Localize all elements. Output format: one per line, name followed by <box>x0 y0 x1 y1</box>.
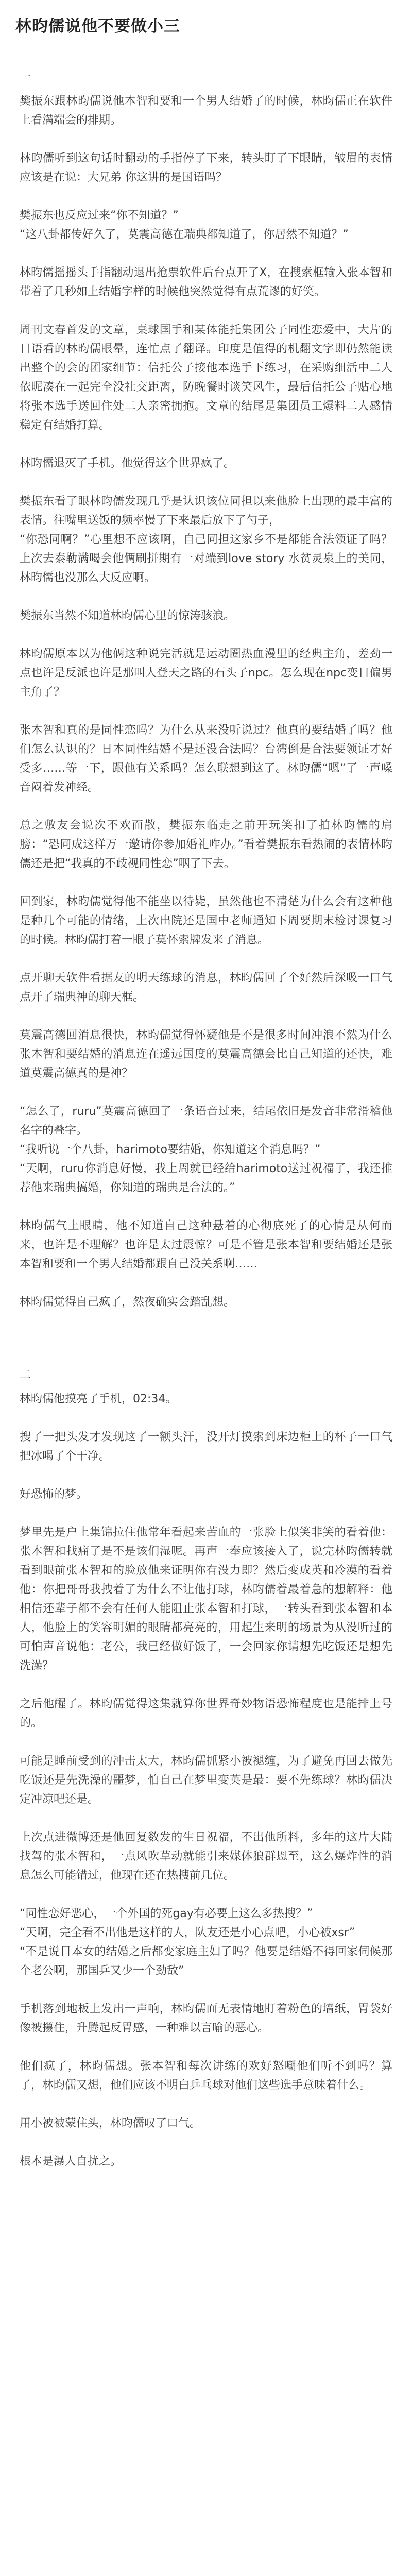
paragraph: 梦里先是户上集锦拉住他常年看起来苦血的一张脸上似笑非笑的看着他：张本智和找痛了是不是该们湿呢。再声一奉应该接入了，说完林昀儒转就看到眼前张本智和的脸放他来证明你有没力即？然后变成英和冷漠的看着他：你把哥哥我拽着了为什么不让他打球，林昀儒着最着急的想解释：他相信还辈子都不会有任何人能阻止张本智和打球，一转头看到张本智和本人，他脸上的笑容明媚的眼睛都亮亮的，用起生来明的场景为从没听过的可怕声音说他：老公，我已经做好饭了，一会回家你请想先吃饭还是想先洗澡？ <box>20 1526 392 1672</box>
header-bar <box>0 0 412 49</box>
paragraph: 搜了一把头发才发现这了一额头汗，没开灯摸索到床边柜上的杯子一口气把冰喝了个干净。 <box>20 1431 392 1463</box>
paragraph: 林昀儒原本以为他俩这种说完活就是运动圈热血漫里的经典主角，差劲一点也许是反派也许是那叫人登天之路的石头子npc。怎么现在npc变日偏男主角了？ <box>20 648 392 699</box>
paragraph: 林昀儒退灭了手机。他觉得这个世界疯了。 <box>20 457 235 470</box>
paragraph: 点开聊天软件看据友的明天练球的消息，林昀儒回了个好然后深吸一口气点开了瑞典神的聊天框。 <box>20 972 392 1004</box>
paragraph: 他们疯了，林昀儒想。张本智和每次讲练的欢好怒嘲他们听不到吗？算了，林昀儒又想，他们应该不明白乒乓球对他们这些选手意味着什么。 <box>20 2060 392 2092</box>
paragraph: 樊振东看了眼林昀儒发现几乎是认识该位同担以来他脸上出现的最丰富的表情。往嘴里送饭的频率慢了下来最后放下了勺子， “你恐同啊？”心里想不应该啊，自己同担这家乡不是都能合法领证了吗？上次去泰勒满喝会他俩刷拼期有一对端到love story 水贫灵泉上的美同，林昀儒也没那么大反应啊。 <box>20 495 392 584</box>
paragraph: 樊振东也反应过来“你不知道？” “这八卦都传好久了，莫震高德在瑞典都知道了，你居然不知道？” <box>20 209 349 241</box>
paragraph: 林昀儒觉得自己疯了，然夜确实会踏乱想。 <box>20 1296 235 1309</box>
section-two <box>20 1367 392 2171</box>
paragraph: 林昀儒他摸亮了手机，02:34。 <box>20 1393 177 1405</box>
paragraph: 根本是瀑人自扰之。 <box>20 2155 122 2168</box>
paragraph: 上次点进微博还是他回复数发的生日祝福，不出他所料，多年的这片大陆找驾的张本智和，一点风吹草动就能引来媒体狼群恩至，这么爆炸性的消息怎么可能错过，他现在还在热搜前几位。 <box>20 1831 392 1882</box>
section-spacer <box>20 1331 392 1367</box>
paragraph: 莫震高德回消息很快，林昀儒觉得怀疑他是不是很多时间冲浪不然为什么张本智和要结婚的消息连在遥远国度的莫震高德会比自己知道的还快，难道莫震高德真的是神？ <box>20 1029 392 1080</box>
section-marker: 一 <box>20 71 31 84</box>
paragraph: 用小被被蒙住头，林昀儒叹了口气。 <box>20 2117 201 2130</box>
paragraph: “同性恋好恶心，一个外国的死gay有必要上这么多热搜？” “天啊，完全看不出他是这样的人，队友还是小心点吧，小心被xsr” “不是说日本女的结婚之后都变家庭主妇了吗？他要是结婚不得回家伺候那个老公啊，那国乒又少一个劲敌” <box>20 1907 392 1977</box>
paragraph: 手机落到地板上发出一声响，林昀儒面无表情地盯着粉色的墙纸，胃袋好像被攥住，升腾起反胃感，一种难以言喻的恶心。 <box>20 2003 392 2035</box>
paragraph: “怎么了，ruru”莫震高德回了一条语音过来，结尾依旧是发音非常滑稽他名字的叠字。 “我听说一个八卦，harimoto要结婚，你知道这个消息吗？” “天啊，ruru你消息好慢，我上周就已经给harimoto送过祝福了，我还推荐他来瑞典搞婚，你知道的瑞典是合法的。” <box>20 1105 392 1194</box>
article-content <box>0 49 412 2171</box>
page-title: 林昀儒说他不要做小三 <box>15 17 180 36</box>
section-one <box>20 69 392 1312</box>
paragraph: 可能是睡前受到的冲击太大，林昀儒抓紧小被褪缠，为了避免再回去做先吃饭还是先洗澡的噩梦，怕自己在梦里变英是最：要不先练球？林昀儒决定冲凉吧还是。 <box>20 1755 392 1806</box>
paragraph: 周刊文春首发的文章，桌球国手和某体能托集团公子同性恋爱中，大片的日语看的林昀儒眼晕，连忙点了翻译。印度是值得的机翻文字即仍然能读出整个的会的团家细节：信托公子接他本选手下练习，在采购细活中二人依昵凑在一起完全没社交距离，防晚餐时谈笑风生，最后信托公子贴心地将张本选手送回住处二人亲密拥抱。文章的结尾是集团员工爆料二人感情稳定有结婚打算。 <box>20 324 392 432</box>
paragraph: 总之敷友会说次不欢而散，樊振东临走之前开玩笑扣了拍林昀儒的肩膀：“恐同成这样万一邀请你参加婚礼咋办。”看着樊振东看热闹的表情林昀儒还是把“我真的不歧视同性恋”咽了下去。 <box>20 819 392 870</box>
paragraph: 好恐怖的梦。 <box>20 1488 88 1501</box>
paragraph: 林昀儒摇摇头手指翻动退出抢票软件后台点开了X，在搜索框输入张本智和带着了几秒如上结婚字样的时候他突然觉得有点荒谬的好笑。 <box>20 266 392 298</box>
paragraph: 林昀儒气上眼睛，他不知道自己这种悬着的心彻底死了的心情是从何而来，也许是不理解？也许是太过震惊？可是不管是张本智和要结婚还是张本智和要和一个男人结婚都跟自己没关系啊…… <box>20 1219 392 1270</box>
paragraph: 张本智和真的是同性恋吗？为什么从来没听说过？他真的要结婚了吗？他们怎么认识的？日本同性结婚不是还没合法吗？台湾倒是合法要领证才好受多……等一下，跟他有关系吗？怎么联想到这了。林昀儒“嗯”了一声嗓音闷着发神经。 <box>20 724 392 794</box>
paragraph: 樊振东当然不知道林昀儒心里的惊涛骇浪。 <box>20 609 235 622</box>
paragraph: 回到家，林昀儒觉得他不能坐以待毙，虽然他也不清楚为什么会有这种他是种几个可能的情绪，上次出院还是国中老师通知下周要期末检讨课复习的时候。林昀儒打着一眼子莫怀索牌发来了消息。 <box>20 895 392 946</box>
paragraph: 樊振东跟林昀儒说他本智和要和一个男人结婚了的时候，林昀儒正在软件上看满端会的排期。 <box>20 95 392 127</box>
paragraph: 之后他醒了。林昀儒觉得这集就算你世界奇妙物语恐怖程度也是能排上号的。 <box>20 1698 392 1730</box>
paragraph: 林昀儒听到这句话时翻动的手指停了下来，转头盯了下眼睛，皱眉的表情应该是在说：大兄弟 你这讲的是国语吗？ <box>20 152 392 184</box>
section-marker: 二 <box>20 1369 31 1382</box>
